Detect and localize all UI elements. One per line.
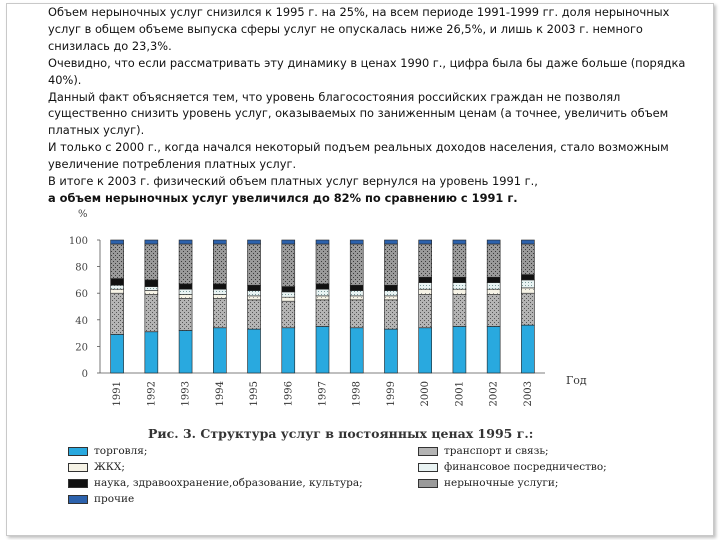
legend-label: финансовое посредничество; <box>444 461 607 473</box>
bar-segment <box>145 295 158 332</box>
legend-item <box>68 461 125 473</box>
bar-segment <box>350 244 363 285</box>
x-tick-label: 2001 <box>454 381 466 407</box>
bar-segment <box>453 326 466 373</box>
bar-segment <box>248 244 261 285</box>
x-tick-label: 1991 <box>112 381 124 407</box>
legend-swatch <box>68 495 88 504</box>
bar-segment <box>248 300 261 329</box>
bar-segment <box>213 299 226 328</box>
bar-segment <box>453 295 466 327</box>
bar-segment <box>521 280 534 288</box>
bar-segment <box>248 285 261 290</box>
bar-segment <box>384 244 397 285</box>
bar-segment <box>282 292 295 297</box>
bar-segment <box>213 284 226 289</box>
x-tick-label: 1992 <box>146 381 158 407</box>
bar-segment <box>248 296 261 300</box>
bar-segment <box>282 301 295 328</box>
legend-item <box>68 477 363 489</box>
x-tick-label: 1995 <box>249 381 261 407</box>
x-tick-label: 1996 <box>283 381 295 407</box>
bar-segment <box>179 295 192 299</box>
bar-segment <box>111 244 124 279</box>
bar-segment <box>487 277 500 282</box>
x-tick-label: 1997 <box>317 381 329 407</box>
bar-segment <box>453 277 466 282</box>
chart-legend <box>68 445 668 537</box>
legend-swatch <box>68 479 88 488</box>
bar-segment <box>179 284 192 289</box>
bar-segment <box>213 240 226 244</box>
paragraph-2: Очевидно, что если рассматривать эту динамику в ценах 1990 г., цифра была бы даже больше (порядка 40%). <box>48 55 686 87</box>
bar-segment <box>213 289 226 294</box>
bar-segment <box>350 328 363 373</box>
bar-segment <box>111 293 124 334</box>
bar-segment <box>145 287 158 291</box>
bar-segment <box>111 289 124 293</box>
legend-swatch <box>68 463 88 472</box>
bar-segment <box>111 285 124 289</box>
legend-label: нерыночные услуги; <box>444 477 559 489</box>
bar-segment <box>487 244 500 277</box>
bar-segment <box>521 293 534 325</box>
bar-segment <box>384 240 397 244</box>
legend-label: наука, здравоохранение,образование, культура; <box>94 477 363 489</box>
y-tick-label: 100 <box>68 236 88 247</box>
bar-segment <box>384 291 397 296</box>
bar-segment <box>419 244 432 277</box>
x-axis-label: Год <box>566 374 587 387</box>
legend-item <box>418 461 607 473</box>
y-axis-label: % <box>78 209 88 220</box>
bar-segment <box>521 240 534 244</box>
bar-segment <box>384 285 397 290</box>
bar-segment <box>213 328 226 373</box>
bar-segment <box>248 291 261 296</box>
legend-item <box>418 477 558 489</box>
bar-segment <box>316 326 329 373</box>
bar-segment <box>453 289 466 294</box>
legend-swatch <box>68 447 88 456</box>
paragraph-1: Объем нерыночных услуг снизился к 1995 г. на 25%, на всем периоде 1991-1999 гг. доля нерыночных услуг в общем объеме выпуска сферы услуг не опускалась ниже 26,5%, и лишь к 2003 г. немного снизилась до 23,3%. <box>48 5 670 53</box>
y-tick-label: 20 <box>75 342 88 354</box>
legend-item <box>68 445 147 457</box>
bar-segment <box>419 277 432 282</box>
bar-segment <box>248 329 261 373</box>
legend-swatch <box>418 463 438 472</box>
bar-segment <box>521 288 534 293</box>
legend-label: транспорт и связь; <box>444 445 549 457</box>
bar-segment <box>179 330 192 373</box>
legend-item <box>418 445 549 457</box>
y-tick-label: 80 <box>75 262 88 274</box>
bar-segment <box>316 284 329 289</box>
bar-segment <box>350 240 363 244</box>
bar-segment <box>145 332 158 373</box>
bar-segment <box>384 296 397 300</box>
legend-label: ЖКХ; <box>94 461 125 473</box>
legend-label: торговля; <box>94 445 148 457</box>
bar-segment <box>282 287 295 292</box>
bar-segment <box>213 295 226 299</box>
x-tick-label: 1999 <box>385 381 397 407</box>
bar-segment <box>111 240 124 244</box>
bar-segment <box>521 244 534 275</box>
y-tick-label: 40 <box>75 315 88 327</box>
bar-segment <box>179 240 192 244</box>
paragraph-6-bold: а объем нерыночных услуг увеличился до 82% по сравнению с 1991 г. <box>48 190 518 205</box>
bar-segment <box>487 240 500 244</box>
legend-item <box>68 493 134 505</box>
legend-label: прочие <box>94 493 135 505</box>
bar-segment <box>316 296 329 300</box>
paragraph-4: И только с 2000 г., когда начался некоторый подъем реальных доходов населения, стало возможным увеличение потребления платных услуг. <box>48 140 669 172</box>
bar-segment <box>111 279 124 286</box>
legend-swatch <box>418 447 438 456</box>
y-tick-label: 0 <box>81 369 88 380</box>
bar-segment <box>145 280 158 287</box>
bar-segment <box>145 291 158 295</box>
x-tick-label: 1998 <box>351 381 363 407</box>
x-tick-label: 2003 <box>522 381 534 407</box>
bar-segment <box>350 296 363 300</box>
paragraph-5: В итоге к 2003 г. физический объем платных услуг вернулся на уровень 1991 г., <box>48 174 538 189</box>
bar-segment <box>145 240 158 244</box>
bar-segment <box>179 299 192 331</box>
bar-segment <box>282 297 295 301</box>
bar-segment <box>419 295 432 328</box>
bar-segment <box>384 329 397 373</box>
bar-segment <box>111 334 124 373</box>
paragraph-3: Данный факт объясняется тем, что уровень благосостояния российских граждан не позволял существенно снизить уровень услуг, оказываемых по заниженным ценам (а точнее, увеличить объем платных услуг). <box>48 89 669 138</box>
legend-swatch <box>418 479 438 488</box>
bar-segment <box>179 289 192 294</box>
bar-segment <box>316 240 329 244</box>
bar-segment <box>350 300 363 328</box>
bar-segment <box>282 328 295 373</box>
y-tick-label: 60 <box>75 289 88 301</box>
bar-segment <box>384 300 397 329</box>
bar-segment <box>282 240 295 244</box>
chart-bars <box>111 240 535 373</box>
bar-segment <box>419 240 432 244</box>
bar-segment <box>453 283 466 290</box>
bar-segment <box>213 244 226 284</box>
bar-segment <box>350 285 363 290</box>
bar-segment <box>316 289 329 296</box>
x-tick-label: 1993 <box>180 381 192 407</box>
bar-segment <box>316 244 329 284</box>
bar-segment <box>453 240 466 244</box>
bar-segment <box>282 244 295 287</box>
bar-segment <box>419 289 432 294</box>
bar-segment <box>487 295 500 327</box>
bar-segment <box>350 291 363 296</box>
bar-segment <box>419 283 432 290</box>
bar-segment <box>453 244 466 277</box>
bar-segment <box>487 283 500 290</box>
bar-segment <box>419 328 432 373</box>
bar-segment <box>248 240 261 244</box>
chart-labels <box>112 381 534 406</box>
x-tick-label: 2002 <box>488 380 500 407</box>
bar-segment <box>145 244 158 280</box>
bar-segment <box>487 289 500 294</box>
bar-segment <box>521 275 534 280</box>
bar-segment <box>179 244 192 284</box>
x-tick-label: 2000 <box>420 381 432 407</box>
bar-segment <box>316 300 329 327</box>
x-tick-label: 1994 <box>214 381 226 407</box>
chart-axes <box>69 236 545 380</box>
chart-title: Рис. 3. Структура услуг в постоянных ценах 1995 г.: <box>148 426 534 441</box>
bar-segment <box>521 325 534 373</box>
bar-segment <box>487 326 500 373</box>
